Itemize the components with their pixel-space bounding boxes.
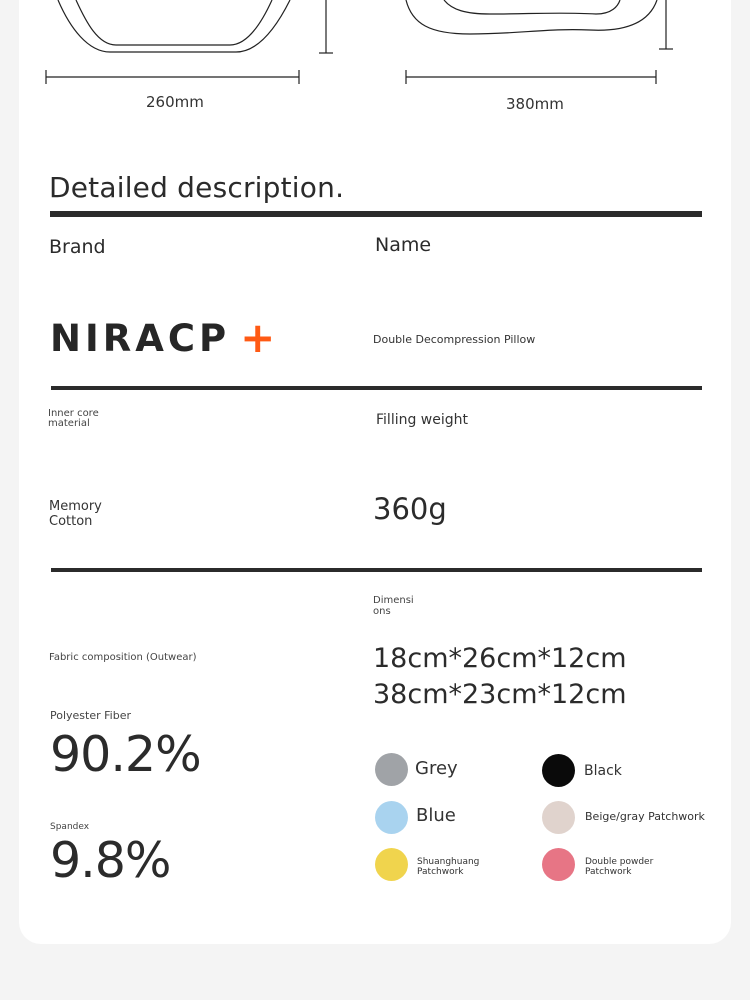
inner-core-value-line1: Memory <box>49 499 102 514</box>
polyester-value: 90.2% <box>50 726 201 783</box>
color-label-shuanghuang-patchwork <box>417 857 479 877</box>
inner-core-header-line2: material <box>48 418 90 429</box>
section-title: Detailed description. <box>49 171 345 204</box>
row1-divider <box>51 386 702 390</box>
filling-weight-header: Filling weight <box>376 412 469 428</box>
brand-logo <box>50 313 276 362</box>
left-width-label: 260mm <box>146 93 204 111</box>
dimensions-header <box>373 595 414 617</box>
dimensions-header-line2: ons <box>373 606 391 617</box>
color-label-double-powder-patchwork <box>585 857 653 877</box>
dimension-value-1: 18cm*26cm*12cm <box>373 643 627 674</box>
polyester-label: Polyester Fiber <box>50 709 131 722</box>
inner-core-header <box>48 409 99 429</box>
color-swatch-beige-gray-patchwork[interactable] <box>542 801 575 834</box>
color-label-shuanghuang-line2: Patchwork <box>417 867 464 877</box>
row2-divider <box>51 568 702 572</box>
spandex-value: 9.8% <box>50 832 171 889</box>
right-pillow-outline <box>406 0 657 34</box>
name-header: Name <box>375 234 432 256</box>
color-label-black: Black <box>584 763 622 779</box>
brand-logo-plus-icon: + <box>240 313 276 362</box>
left-pillow-outline <box>58 0 290 52</box>
color-swatch-double-powder-patchwork[interactable] <box>542 848 575 881</box>
dimensions-header-line1: Dimensi <box>373 595 414 606</box>
color-swatch-blue[interactable] <box>375 801 408 834</box>
filling-weight-value: 360g <box>373 492 447 526</box>
brand-logo-text: NIRACP <box>50 316 231 360</box>
right-width-label: 380mm <box>506 95 564 113</box>
product-name: Double Decompression Pillow <box>373 333 536 346</box>
left-pillow-inner <box>76 0 272 45</box>
color-swatch-grey[interactable] <box>375 753 408 786</box>
color-label-shuanghuang-line1: Shuanghuang <box>417 857 480 867</box>
right-pillow-inner <box>444 0 620 14</box>
color-label-beige-gray-patchwork: Beige/gray Patchwork <box>585 810 705 823</box>
inner-core-value-line2: Cotton <box>49 514 93 529</box>
spandex-label: Spandex <box>50 822 90 832</box>
fabric-composition-header: Fabric composition (Outwear) <box>49 652 197 663</box>
color-label-blue: Blue <box>416 805 456 826</box>
color-swatch-black[interactable] <box>542 754 575 787</box>
color-label-double-powder-line2: Patchwork <box>585 867 632 877</box>
inner-core-header-line1: Inner core <box>48 408 99 419</box>
color-swatch-shuanghuang-patchwork[interactable] <box>375 848 408 881</box>
section-divider <box>50 211 702 217</box>
inner-core-value <box>49 499 102 529</box>
dimension-value-2: 38cm*23cm*12cm <box>373 679 627 710</box>
brand-header: Brand <box>49 236 106 258</box>
pillow-dimension-diagram <box>0 0 750 120</box>
content-card <box>19 0 731 944</box>
color-label-grey: Grey <box>415 758 458 779</box>
color-label-double-powder-line1: Double powder <box>585 857 654 867</box>
